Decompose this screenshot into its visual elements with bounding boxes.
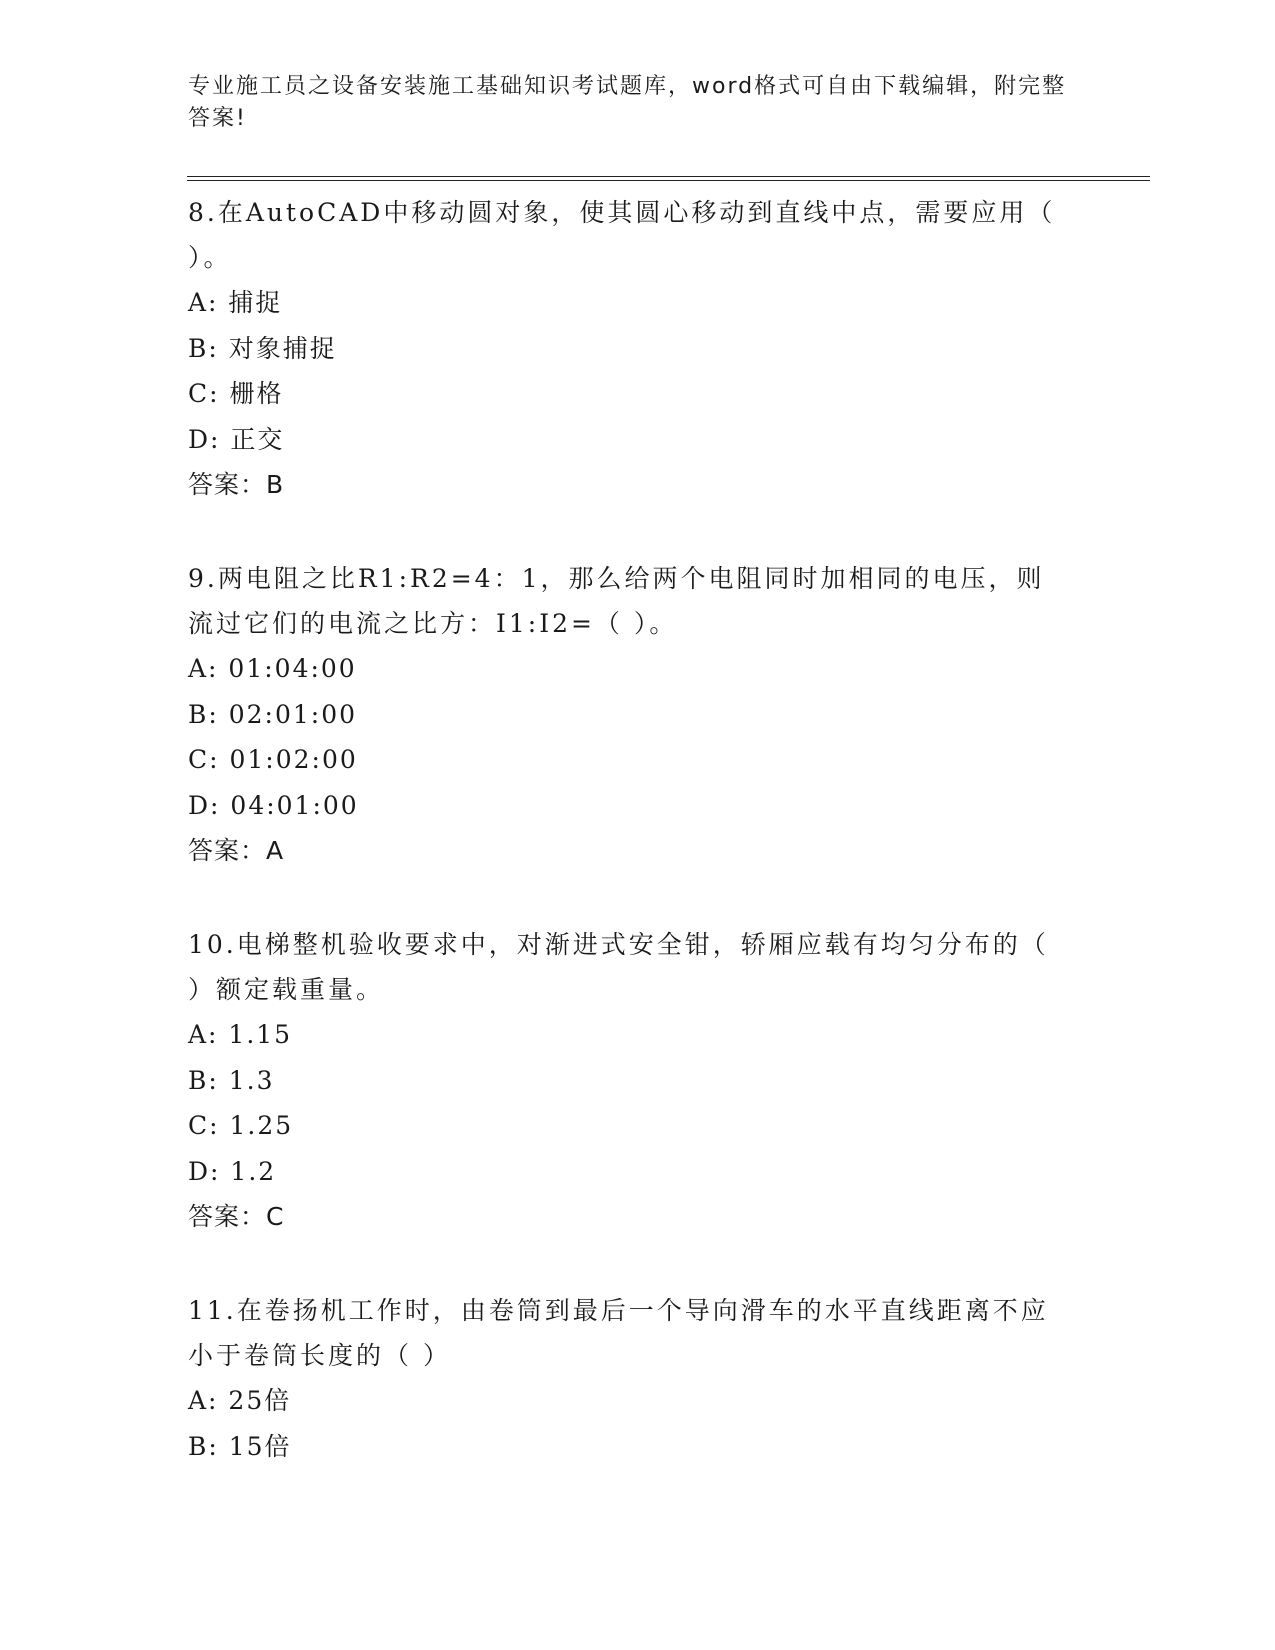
option-a: A: 捕捉 bbox=[188, 288, 283, 317]
answer-line: 答案：C bbox=[188, 1202, 285, 1231]
question-10 bbox=[188, 922, 1068, 1239]
question-8 bbox=[188, 190, 1068, 507]
option-a: A: 25倍 bbox=[188, 1386, 292, 1415]
option-d: D: 04:01:00 bbox=[188, 790, 359, 820]
option-b: B: 02:01:00 bbox=[188, 699, 358, 729]
option-d: D: 正交 bbox=[188, 424, 285, 454]
question-stem: 10.电梯整机验收要求中，对渐进式安全钳，轿厢应载有均匀分布的（ ）额定载重量。 bbox=[188, 930, 1049, 1004]
option-c: C: 1.25 bbox=[188, 1111, 294, 1140]
question-stem: 11.在卷扬机工作时，由卷筒到最后一个导向滑车的水平直线距离不应小于卷筒长度的（ ） bbox=[188, 1296, 1049, 1370]
option-b: B: 对象捕捉 bbox=[188, 333, 337, 363]
option-b: B: 1.3 bbox=[188, 1065, 275, 1095]
option-a: A: 1.15 bbox=[188, 1020, 293, 1049]
question-9 bbox=[188, 556, 1068, 873]
answer-line: 答案：A bbox=[188, 836, 285, 865]
option-a: A: 01:04:00 bbox=[188, 654, 357, 683]
question-stem: 8.在AutoCAD中移动圆对象，使其圆心移动到直线中点，需要应用（ ）。 bbox=[188, 198, 1056, 272]
option-c: C: 01:02:00 bbox=[188, 745, 358, 774]
option-b: B: 15倍 bbox=[188, 1431, 292, 1461]
option-d: D: 1.2 bbox=[188, 1156, 277, 1186]
question-stem: 9.两电阻之比R1:R2=4：1，那么给两个电阻同时加相同的电压，则流过它们的电流之比方：I1:I2=（ ）。 bbox=[188, 564, 1045, 638]
question-11 bbox=[188, 1288, 1068, 1469]
option-c: C: 栅格 bbox=[188, 379, 284, 408]
answer-line: 答案：B bbox=[188, 470, 285, 499]
question-list bbox=[188, 190, 1068, 1518]
header-double-rule bbox=[187, 176, 1150, 181]
document-header: 专业施工员之设备安装施工基础知识考试题库，word格式可自由下载编辑，附完整答案! bbox=[188, 74, 1067, 131]
